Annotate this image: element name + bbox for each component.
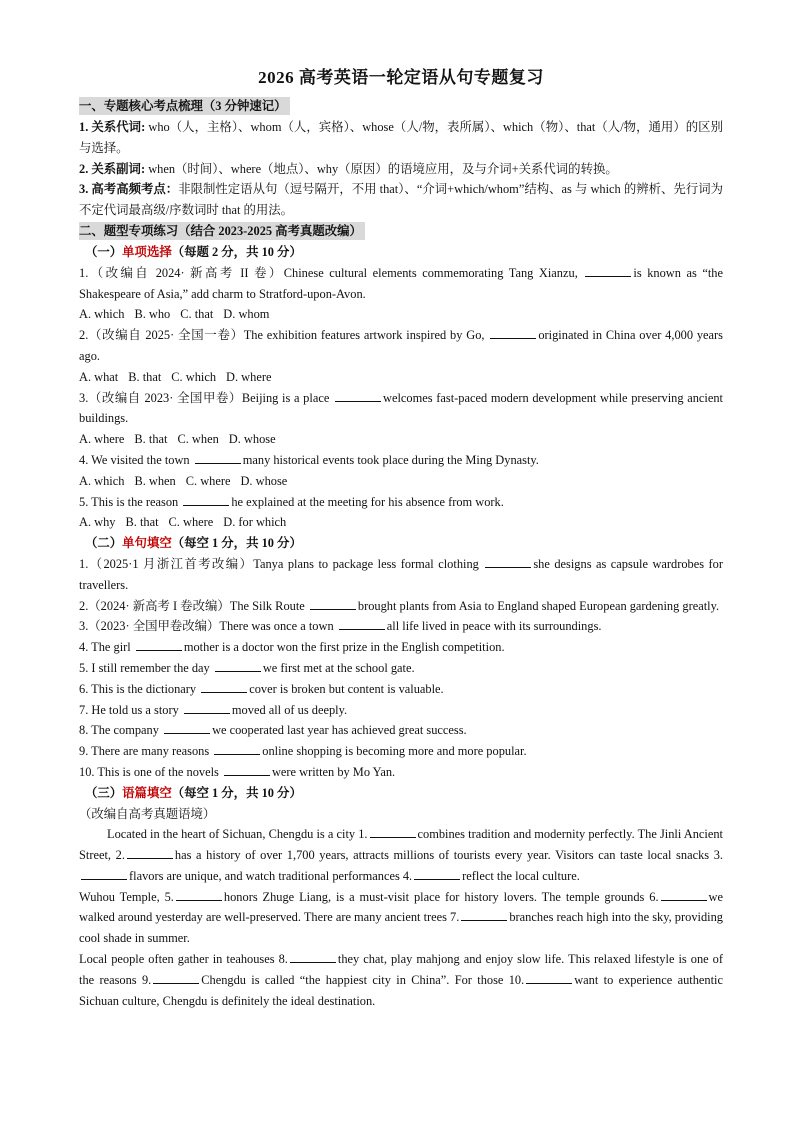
core-point-text: 非限制性定语从句（逗号隔开，不用 that）、“介词+which/whom”结构、as 与 which 的辨析、先行词为不定代词最高级/序数词时 that 的用法。: [79, 182, 724, 218]
option[interactable]: C. when: [177, 432, 219, 447]
passage-source: （改编自高考真题语境）: [79, 806, 216, 821]
question-text: were written by Mo Yan.: [271, 764, 396, 779]
passage-text: Chengdu is called “the happiest city in China”. For those 10.: [201, 972, 525, 987]
answer-blank[interactable]: [526, 971, 572, 984]
answer-blank[interactable]: [215, 659, 261, 672]
question-text: 2.（2024· 新高考 I 卷改编）The Silk Route: [79, 598, 305, 613]
answer-blank[interactable]: [414, 867, 460, 880]
answer-blank[interactable]: [290, 950, 336, 963]
option[interactable]: D. whose: [240, 473, 288, 488]
core-point-3: [79, 179, 723, 221]
question-item: [79, 450, 723, 471]
part-score: （每空 1 分，共 10 分）: [171, 785, 302, 800]
question-text: 3.（2023· 全国甲卷改编）There was once a town: [79, 619, 334, 634]
answer-blank[interactable]: [183, 493, 229, 506]
part-heading: [79, 783, 723, 804]
answer-blank[interactable]: [81, 867, 127, 880]
question-item: [79, 263, 723, 305]
option[interactable]: D. whom: [223, 307, 270, 322]
question-text: 1.（2025·1 月浙江首考改编）Tanya plans to package less formal clothing: [79, 556, 479, 571]
answer-blank[interactable]: [176, 888, 222, 901]
answer-blank[interactable]: [335, 389, 381, 402]
core-point-label: 2. 关系副词:: [79, 161, 146, 176]
part-score: （每空 1 分，共 10 分）: [171, 536, 302, 551]
question-text: originated in China over 4,000 years ago.: [79, 328, 724, 363]
option[interactable]: B. that: [128, 369, 162, 384]
worksheet-page: [79, 66, 723, 1011]
core-point-text: when（时间）、where（地点）、why（原因）的语境应用，及与介词+关系代词的转换。: [148, 161, 618, 176]
question-text: welcomes fast-paced modern development while preserving ancient buildings.: [79, 390, 723, 426]
part-number: （一）: [85, 244, 123, 259]
question-item: [79, 596, 723, 617]
answer-blank[interactable]: [224, 763, 270, 776]
passage-paragraph: [79, 887, 723, 949]
option[interactable]: C. that: [180, 307, 214, 322]
answer-blank[interactable]: [153, 971, 199, 984]
question-text: brought plants from Asia to England shaped European gardening greatly.: [357, 598, 720, 613]
question-item: [79, 762, 723, 783]
passage-text: has a history of over 1,700 years, attracts millions of tourists every year. Visitors can taste local snacks 3.: [174, 848, 724, 863]
answer-options: [79, 304, 723, 325]
passage-text: they chat, play mahjong and enjoy slow life. This relaxed lifestyle is one of the reasons 9.: [79, 952, 723, 987]
question-item: [79, 554, 723, 596]
question-text: 4. We visited the town: [79, 452, 190, 467]
section-practice: [79, 221, 723, 1011]
part-score: （每题 2 分，共 10 分）: [171, 244, 302, 259]
option[interactable]: B. that: [134, 432, 168, 447]
option[interactable]: A. which: [79, 473, 125, 488]
passage-text: Local people often gather in teahouses 8.: [79, 952, 288, 967]
option[interactable]: D. for which: [223, 515, 287, 530]
answer-blank[interactable]: [195, 451, 241, 464]
page-title: 2026 高考英语一轮定语从句专题复习: [258, 68, 544, 87]
answer-blank[interactable]: [201, 680, 247, 693]
part-heading: [79, 242, 723, 263]
answer-blank[interactable]: [661, 888, 707, 901]
question-item: [79, 388, 723, 430]
option[interactable]: C. where: [185, 473, 231, 488]
answer-blank[interactable]: [184, 701, 230, 714]
option[interactable]: D. whose: [228, 432, 276, 447]
question-item: [79, 700, 723, 721]
option[interactable]: B. who: [134, 307, 171, 322]
answer-blank[interactable]: [127, 846, 173, 859]
part-name: 单句填空: [122, 536, 172, 551]
question-text: 3.（改编自 2023· 全国甲卷）Beijing is a place: [79, 390, 330, 405]
core-point-1: [79, 117, 723, 159]
option[interactable]: D. where: [226, 369, 272, 384]
core-point-label: 3. 高考高频考点：: [79, 182, 179, 197]
passage-text: we walked around yesterday are well-preserved. There are many ancient trees 7.: [79, 889, 723, 925]
question-text: moved all of us deeply.: [231, 702, 348, 717]
answer-options: [79, 471, 723, 492]
answer-blank[interactable]: [490, 326, 536, 339]
question-text: cover is broken but content is valuable.: [249, 681, 444, 696]
option[interactable]: A. why: [79, 515, 116, 530]
option[interactable]: A. which: [79, 307, 125, 322]
answer-blank[interactable]: [461, 908, 507, 921]
question-text: many historical events took place during the Ming Dynasty.: [242, 452, 539, 467]
passage-text: branches reach high into the sky, providing cool shade in summer.: [79, 910, 723, 946]
option[interactable]: C. where: [168, 515, 214, 530]
answer-blank[interactable]: [164, 721, 210, 734]
question-item: [79, 637, 723, 658]
question-item: [79, 720, 723, 741]
passage-text: Located in the heart of Sichuan, Chengdu is a city 1.: [107, 827, 368, 842]
answer-blank[interactable]: [214, 742, 260, 755]
part-name: 语篇填空: [122, 785, 172, 800]
part-name: 单项选择: [122, 244, 172, 259]
question-text: 4. The girl: [79, 640, 131, 655]
question-text: mother is a doctor won the first prize in the English competition.: [183, 640, 505, 655]
question-text: he explained at the meeting for his absence from work.: [231, 494, 504, 509]
question-text: all life lived in peace with its surroundings.: [386, 619, 602, 634]
answer-blank[interactable]: [310, 597, 356, 610]
answer-blank[interactable]: [370, 825, 416, 838]
answer-options: [79, 512, 723, 533]
passage-text: Wuhou Temple, 5.: [79, 889, 174, 904]
option[interactable]: A. where: [79, 432, 125, 447]
passage-paragraph: [79, 824, 723, 886]
question-text: 9. There are many reasons: [79, 744, 210, 759]
question-item: [79, 658, 723, 679]
answer-blank[interactable]: [585, 264, 631, 277]
question-text: 7. He told us a story: [79, 702, 179, 717]
question-item: [79, 325, 723, 367]
part-number: （三）: [85, 785, 123, 800]
option[interactable]: B. that: [125, 515, 159, 530]
question-text: we cooperated last year has achieved great success.: [212, 723, 467, 738]
passage-text: reflect the local culture.: [462, 868, 580, 883]
question-text: 1.（改编自 2024· 新高考 II 卷）Chinese cultural elements commemorating Tang Xianzu,: [79, 265, 578, 280]
question-text: 5. I still remember the day: [79, 660, 210, 675]
question-item: [79, 492, 723, 513]
question-text: we first met at the school gate.: [262, 660, 415, 675]
question-text: 10. This is one of the novels: [79, 764, 219, 779]
passage-text: want to experience authentic Sichuan culture, Chengdu is definitely the ideal destination.: [79, 972, 723, 1008]
passage-text: honors Zhuge Liang, is a must-visit place for history lovers. The temple grounds 6.: [223, 889, 659, 904]
section-heading: 二、题型专项练习（结合 2023-2025 高考真题改编）: [79, 222, 365, 240]
core-point-label: 1. 关系代词:: [79, 120, 146, 134]
option[interactable]: C. which: [171, 369, 217, 384]
question-item: [79, 741, 723, 762]
answer-blank[interactable]: [339, 617, 385, 630]
part-number: （二）: [85, 536, 123, 551]
option[interactable]: B. when: [134, 473, 176, 488]
question-item: [79, 616, 723, 637]
option[interactable]: A. what: [79, 369, 119, 384]
answer-options: [79, 429, 723, 450]
question-item: [79, 679, 723, 700]
question-text: 5. This is the reason: [79, 494, 179, 509]
section-heading: 一、专题核心考点梳理（3 分钟速记）: [79, 97, 290, 115]
passage-paragraph: [79, 949, 723, 1011]
question-text: she designs as capsule wardrobes for travellers.: [79, 556, 723, 592]
question-text: 8. The company: [79, 723, 159, 738]
section-core-points: [79, 96, 723, 221]
passage-text: combines tradition and modernity perfectly. The Jinli Ancient Street, 2.: [79, 827, 723, 863]
answer-blank[interactable]: [485, 555, 531, 568]
answer-options: [79, 367, 723, 388]
core-point-2: [79, 159, 723, 180]
question-text: is known as “the Shakespeare of Asia,” add charm to Stratford-upon-Avon.: [79, 265, 723, 301]
passage-text: flavors are unique, and watch traditional performances 4.: [129, 868, 413, 883]
core-point-text: who（人，主格）、whom（人，宾格）、whose（人/物，表所属）、which（物）、that（人/物，通用）的区别与选择。: [79, 120, 723, 155]
part-heading: [79, 533, 723, 554]
question-text: 2.（改编自 2025· 全国一卷）The exhibition features artwork inspired by Go,: [79, 328, 485, 343]
answer-blank[interactable]: [136, 638, 182, 651]
question-text: online shopping is becoming more and more popular.: [262, 744, 527, 759]
question-text: 6. This is the dictionary: [79, 681, 197, 696]
